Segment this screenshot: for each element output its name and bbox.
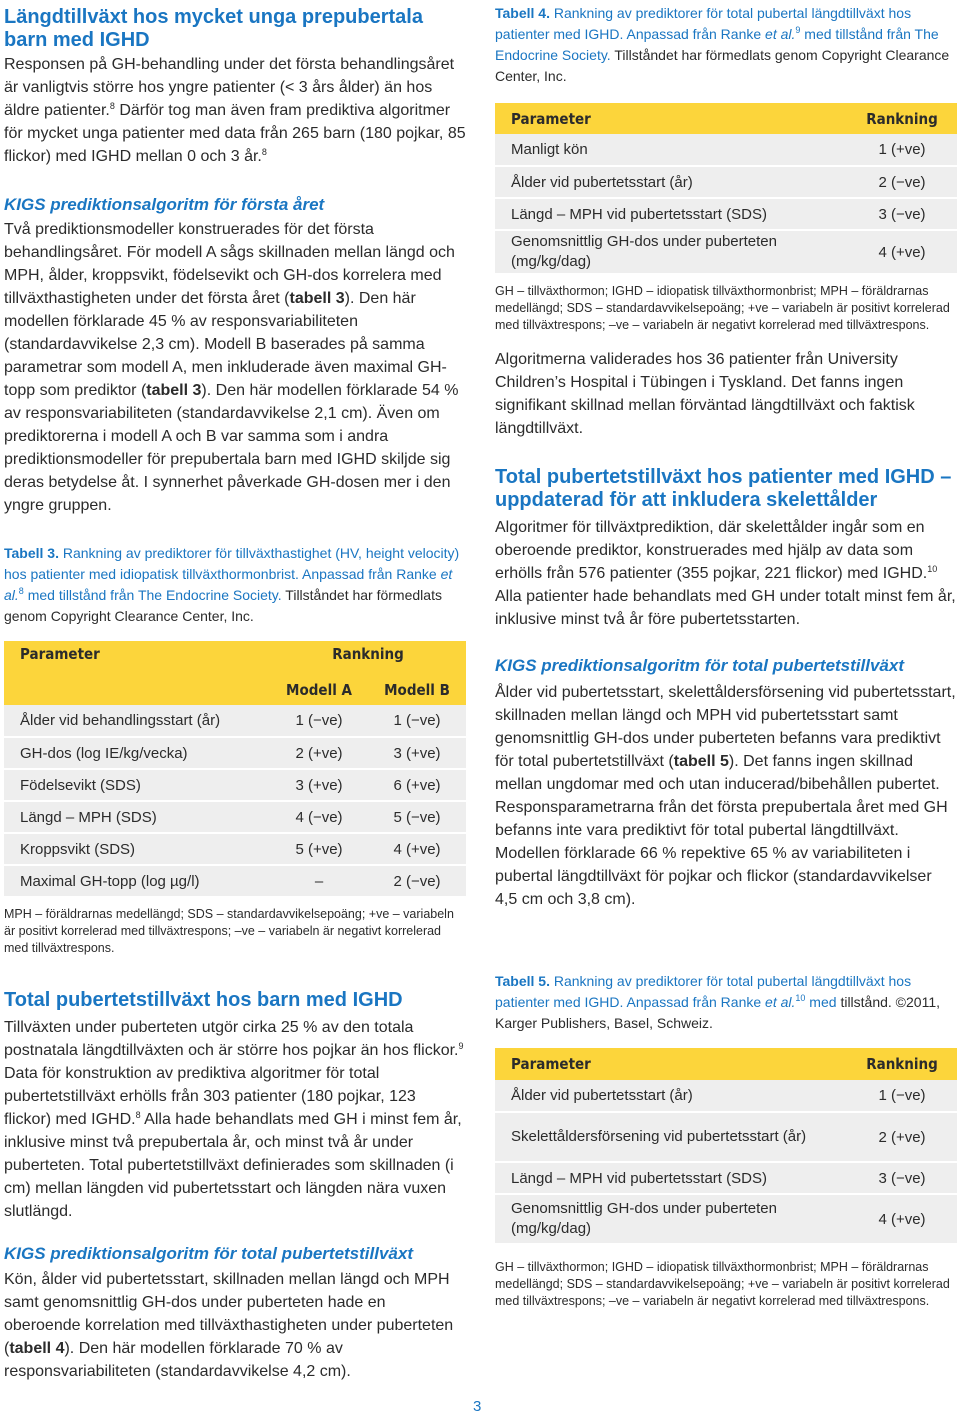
section-heading-total-pubertal-growth: Total pubertetstillväxt hos barn med IGHD: [4, 989, 403, 1011]
table5: [495, 1048, 957, 1245]
table5-cell-ranking: 2 (+ve): [847, 1112, 957, 1162]
table3-header-ranking: Rankning: [270, 641, 466, 675]
table3-cell-model-a: 4 (−ve): [270, 801, 368, 833]
table5-cell-parameter: Genomsnittlig GH-dos under puberteten (mg/kg/dag): [495, 1194, 847, 1244]
table4-cell-ranking: 1 (+ve): [847, 134, 957, 166]
paragraph-skeletal-age: Algoritmer för tillväxtprediktion, där skelettålder ingår som en oberoende prediktor, konstruerades med hjälp av data som erhölls från 576 patienter (355 pojkar, 221 flickor) med IGHD.$^{10}$ Alla patienter hade behandlats med GH under totalt minst fem år, inklusive minst två år före pubertetsstarten.: [495, 519, 956, 628]
table5-caption: [495, 971, 957, 1034]
table3-note: MPH – föräldrarnas medellängd; SDS – standardavvikelsepoäng; +ve – variabeln är positivt korrelerad med tillväxtrespons; –ve – variabeln är negativt korrelerad med tillväxtrespons.: [4, 907, 454, 955]
table4-note: GH – tillväxthormon; IGHD – idiopatisk tillväxthormonbrist; MPH – föräldrarnas medellängd; SDS – standardavvikelsepoäng; +ve – variabeln är positivt korrelerad med tillväxtrespons; –ve – variabeln är negativt korrelerad med tillväxtrespons.: [495, 284, 950, 332]
table3-cell-model-b: 5 (−ve): [368, 801, 466, 833]
table4-header-parameter: Parameter: [495, 103, 847, 134]
table4-cell-ranking: 3 (−ve): [847, 198, 957, 230]
table4-cell-parameter: Längd – MPH vid pubertetsstart (SDS): [495, 198, 847, 230]
table3-cell-model-b: 1 (−ve): [368, 705, 466, 737]
table3-row: [4, 737, 466, 769]
table4-header-ranking: Rankning: [847, 103, 957, 134]
table3-header-blank: [4, 675, 270, 705]
table4-caption-label: Tabell 4.: [495, 5, 550, 21]
table3-cell-parameter: Födelsevikt (SDS): [4, 769, 270, 801]
table3-header-model-b: Modell B: [368, 675, 466, 705]
table3-row: [4, 769, 466, 801]
table4-row: [495, 166, 957, 198]
table3-row: [4, 865, 466, 897]
page-number: 3: [473, 1398, 482, 1415]
table3-caption: [4, 543, 466, 627]
table3-cell-parameter: GH-dos (log IE/kg/vecka): [4, 737, 270, 769]
table5-cell-parameter: Ålder vid pubertetsstart (år): [495, 1080, 847, 1112]
table4-row: [495, 230, 957, 274]
table4-caption: [495, 3, 957, 87]
table3-row: [4, 833, 466, 865]
section-heading-young-children: Längdtillväxt hos mycket unga prepubertala barn med IGHD: [4, 6, 423, 51]
table3-cell-parameter: Maximal GH-topp (log µg/l): [4, 865, 270, 897]
section-heading-skeletal-age: Total pubertetstillväxt hos patienter med IGHD – uppdaterad för att inkludera skelettålder: [495, 466, 952, 511]
paragraph-pubertal-model: Kön, ålder vid pubertetsstart, skillnaden mellan längd och MPH samt genomsnittlig GH-dos under puberteten hade en oberoende korrelation med tillväxthastigheten under puberteten (tabell 4). Den här modellen förklarade 70 % av responsvariabiliteten (standardavvikelse 4,2 cm).: [4, 1271, 454, 1380]
right-column: [495, 0, 957, 1310]
table3-header-parameter: Parameter: [4, 641, 270, 675]
table3-caption-label: Tabell 3.: [4, 545, 59, 561]
table5-row: [495, 1194, 957, 1244]
table3-row: [4, 705, 466, 737]
table3-header-model-a: Modell A: [270, 675, 368, 705]
table3-cell-model-b: 6 (+ve): [368, 769, 466, 801]
table3-cell-model-a: 3 (+ve): [270, 769, 368, 801]
table3-caption-text: Rankning av prediktorer för tillväxthastighet (HV, height velocity) hos patienter med idiopatisk tillväxthormonbrist. Anpassad från Ranke et al.$^8$ med tillstånd från The Endocrine Society. Tillståndet har förmedlats genom Copyright Clearance Center, Inc.: [4, 545, 460, 624]
table4-caption-text: Rankning av prediktorer för total pubertal längdtillväxt hos patienter med IGHD. Anpassad från Ranke et al.$^9$ med tillstånd från The Endocrine Society. Tillståndet har förmedlats genom Copyright Clearance Center, Inc.: [495, 5, 950, 84]
table5-cell-ranking: 1 (−ve): [847, 1080, 957, 1112]
paragraph-pubertal-growth: Tillväxten under puberteten utgör cirka 25 % av den totala postnatala längdtillväxten och är större hos pojkar än hos flickor.$^9$ Data för konstruktion av prediktiva algoritmer för total pubertetstillväxt erhölls från 303 patienter (180 pojkar, 123 flickor) med IGHD.$^8$ Alla hade behandlats med GH i minst fem år, inklusive minst två prepubertala år, och minst två år under puberteten. Total pubertetstillväxt definierades som skillnaden (i cm) mellan längden vid pubertetsstart och längden nära vuxen slutlängd.: [4, 1019, 464, 1220]
table4-cell-parameter: Genomsnittlig GH-dos under puberteten (mg/kg/dag): [495, 230, 847, 274]
table3-cell-parameter: Längd – MPH (SDS): [4, 801, 270, 833]
table4-cell-ranking: 4 (+ve): [847, 230, 957, 274]
table3-cell-parameter: Kroppsvikt (SDS): [4, 833, 270, 865]
table5-header-ranking: Rankning: [847, 1048, 957, 1080]
table3-cell-model-a: 5 (+ve): [270, 833, 368, 865]
table5-cell-parameter: Längd – MPH vid pubertetsstart (SDS): [495, 1162, 847, 1194]
table5-header-parameter: Parameter: [495, 1048, 847, 1080]
table3-row: [4, 801, 466, 833]
subheading-first-year-algorithm: KIGS prediktionsalgoritm för första året: [4, 195, 325, 214]
table4: [495, 103, 957, 275]
paragraph-skeletal-model: Ålder vid pubertetsstart, skelettåldersförsening vid pubertetsstart, skillnaden mellan längd och MPH vid pubertetsstart samt genomsnittlig GH-dos under puberteten befanns vara prediktivt för total pubertetstillväxt (tabell 5). Det fanns ingen skillnad mellan ungdomar med och utan inducerad/bibehållen pubertet. Responsparametrarna från det första prepubertala året med GH befanns inte vara prediktivt för total pubertal längdtillväxt. Modellen förklarade 66 % repektive 65 % av variabiliteten i pubertal längdtillväxt för pojkar och flickor (standardavvikelser 4,5 cm och 3,8 cm).: [495, 684, 956, 908]
left-column: [4, 0, 466, 1383]
table5-row: [495, 1162, 957, 1194]
table3-cell-model-a: 2 (+ve): [270, 737, 368, 769]
table5-caption-text: Rankning av prediktorer för total pubertal längdtillväxt hos patienter med IGHD. Anpassad från Ranke et al.$^{10}$ med tillstånd. ©2011, Karger Publishers, Basel, Schweiz.: [495, 973, 940, 1031]
table4-row: [495, 134, 957, 166]
table5-row: [495, 1112, 957, 1162]
table5-note: GH – tillväxthormon; IGHD – idiopatisk tillväxthormonbrist; MPH – föräldrarnas medellängd; SDS – standardavvikelsepoäng; +ve – variabeln är positivt korrelerad med tillväxtrespons; –ve – variabeln är negativt korrelerad med tillväxtrespons.: [495, 1260, 950, 1308]
table3-cell-model-b: 2 (−ve): [368, 865, 466, 897]
subheading-total-pubertal-algorithm: KIGS prediktionsalgoritm för total pubertetstillväxt: [4, 1244, 413, 1263]
table5-cell-ranking: 3 (−ve): [847, 1162, 957, 1194]
paragraph-models: Två prediktionsmodeller konstruerades för det första behandlingsåret. För modell A sågs skillnaden mellan längd och MPH, ålder, kroppsvikt, födelsevikt och GH-dos korrelera med tillväxthastigheten under det första året (tabell 3). Den här modellen förklarade 45 % av responsvariabiliteten (standardavvikelse 2,3 cm). Modell B baserades på samma parametrar som modell A, men inkluderade även maximal GH-topp som prediktor (tabell 3). Den här modellen förklarade 54 % av responsvariabiliteten (standardavvikelse 2,1 cm). Även om prediktorerna i modell A och B var samma som i andra prediktionsmodeller för prepubertala barn med IGHD skiljde sig deras betydelse åt. I synnerhet påverkade GH-dosen mer i den yngre gruppen.: [4, 221, 459, 514]
table4-cell-parameter: Manligt kön: [495, 134, 847, 166]
paragraph-intro: Responsen på GH-behandling under det första behandlingsåret är vanligtvis större hos yngre patienter (< 3 års ålder) än hos äldre patienter.$^8$ Därför tog man även fram prediktiva algoritmer för mycket unga patienter med data från 265 barn (180 pojkar, 85 flickor) med IGHD mellan 0 och 3 år.$^8$: [4, 56, 466, 165]
subheading-total-pubertal-algorithm-2: KIGS prediktionsalgoritm för total pubertetstillväxt: [495, 656, 904, 675]
table5-cell-parameter: Skelettåldersförsening vid pubertetsstart (år): [495, 1112, 847, 1162]
table4-row: [495, 198, 957, 230]
table3-cell-model-b: 4 (+ve): [368, 833, 466, 865]
table5-caption-label: Tabell 5.: [495, 973, 550, 989]
table3-cell-model-b: 3 (+ve): [368, 737, 466, 769]
table4-cell-parameter: Ålder vid pubertetsstart (år): [495, 166, 847, 198]
table5-row: [495, 1080, 957, 1112]
table3-cell-model-a: –: [270, 865, 368, 897]
table4-cell-ranking: 2 (−ve): [847, 166, 957, 198]
table3-cell-parameter: Ålder vid behandlingsstart (år): [4, 705, 270, 737]
table5-cell-ranking: 4 (+ve): [847, 1194, 957, 1244]
table3-cell-model-a: 1 (−ve): [270, 705, 368, 737]
paragraph-validation: Algoritmerna validerades hos 36 patienter från University Children’s Hospital i Tübingen i Tyskland. Det fanns ingen signifikant skillnad mellan förväntad längdtillväxt och faktisk längdtillväxt.: [495, 351, 915, 437]
table3: [4, 641, 466, 898]
